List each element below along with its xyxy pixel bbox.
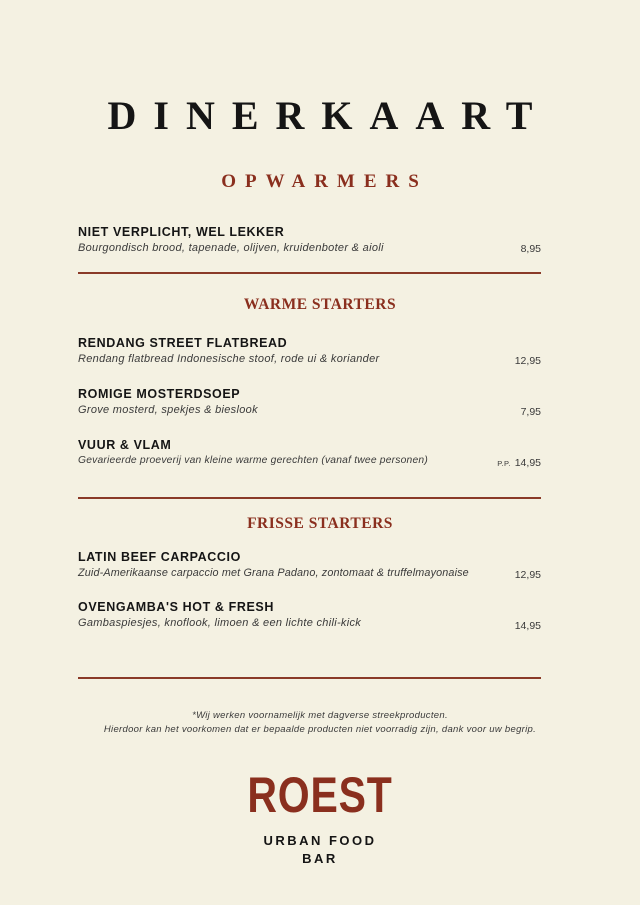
item-name: VUUR & VLAM: [78, 438, 172, 452]
section-title-frisse-starters: FRISSE STARTERS: [247, 515, 393, 532]
item-price-group: [497, 457, 541, 469]
item-price: 12,95: [514, 569, 541, 581]
price-prefix: P.P.: [497, 459, 511, 468]
item-name: RENDANG STREET FLATBREAD: [78, 336, 288, 350]
footnote-line-1: *Wij werken voornamelijk met dagverse streekproducten.: [192, 710, 448, 721]
menu-title: DINERKAART: [107, 93, 550, 138]
logo-subtitle-line-1: URBAN FOOD: [263, 833, 377, 848]
item-name: NIET VERPLICHT, WEL LEKKER: [78, 225, 285, 239]
item-price: 14,95: [514, 620, 541, 632]
divider: [78, 677, 541, 679]
divider: [78, 497, 541, 499]
item-price: 8,95: [520, 243, 541, 255]
divider: [78, 272, 541, 274]
item-description: Gambaspiesjes, knoflook, limoen & een lichte chili-kick: [78, 617, 362, 629]
item-name: ROMIGE MOSTERDSOEP: [78, 387, 241, 401]
section-title-warme-starters: WARME STARTERS: [243, 296, 397, 313]
item-description: Bourgondisch brood, tapenade, olijven, kruidenboter & aioli: [78, 242, 384, 254]
item-description: Grove mosterd, spekjes & bieslook: [78, 404, 258, 416]
item-description: Rendang flatbread Indonesische stoof, rode ui & koriander: [78, 353, 380, 365]
item-description: Zuid-Amerikaanse carpaccio met Grana Padano, zontomaat & truffelmayonaise: [78, 567, 469, 579]
item-price: 14,95: [514, 457, 541, 469]
item-price: 12,95: [514, 355, 541, 367]
item-name: OVENGAMBA'S HOT & FRESH: [78, 600, 274, 614]
footnote-line-2: Hierdoor kan het voorkomen dat er bepaalde producten niet voorradig zijn, dank voor uw begrip.: [103, 724, 537, 735]
item-price: 7,95: [520, 406, 541, 418]
item-name: LATIN BEEF CARPACCIO: [78, 550, 241, 564]
item-description: Gevarieerde proeverij van kleine warme gerechten (vanaf twee personen): [78, 455, 428, 466]
section-title-opwarmers: OPWARMERS: [221, 171, 428, 192]
logo-roest: ROEST: [247, 767, 393, 823]
logo-subtitle-line-2: BAR: [302, 851, 338, 866]
